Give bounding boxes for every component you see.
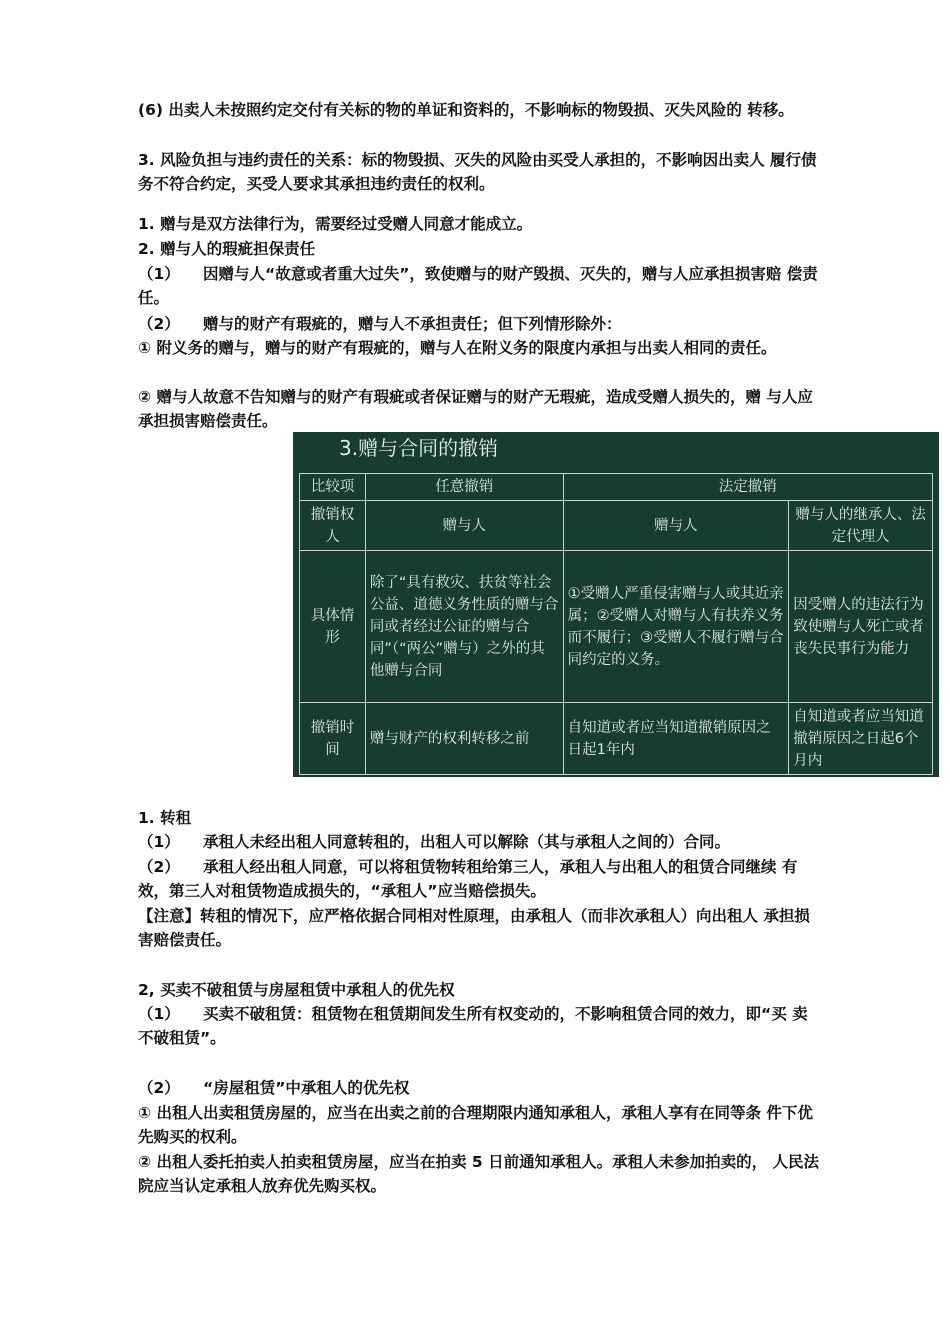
paragraph-sublease-1: （1） 承租人未经出租人同意转租的，出租人可以解除（其与承租人之间的）合同。 xyxy=(138,833,731,851)
paragraph-gift-exception-2: ② 赠与人故意不告知赠与的财产有瑕疵或者保证赠与的财产无瑕疵，造成受赠人损失的，赠 与人应承担损害赔偿责任。 xyxy=(138,388,813,430)
cell-any-revoker: 赠与人 xyxy=(365,501,563,551)
cell-legal-time: 自知道或者应当知道撤销原因之日起1年内 xyxy=(563,703,789,775)
cell-heir-circumstances: 因受赠人的违法行为致使赠与人死亡或者丧失民事行为能力 xyxy=(789,551,933,703)
cell-heir-revoker: 赠与人的继承人、法定代理人 xyxy=(789,501,933,551)
paragraph-gift-exception-1: ① 附义务的赠与，赠与的财产有瑕疵的，赠与人在附义务的限度内承担与出卖人相同的责任。 xyxy=(138,339,777,357)
paragraph-sublease-2: （2） 承租人经出租人同意，可以将租赁物转租给第三人，承租人与出租人的租赁合同继续 有效，第三人对租赁物造成损失的，“承租人”应当赔偿损失。 xyxy=(138,858,798,900)
cell-any-circumstances: 除了“具有救灾、扶贫等社会公益、道德义务性质的赠与合同或者经过公证的赠与合同”（“两公”赠与）之外的其他赠与合同 xyxy=(365,551,563,703)
paragraph-lease-priority-1: （1） 买卖不破租赁：租赁物在租赁期间发生所有权变动的，不影响租赁合同的效力，即“买 卖不破租赁”。 xyxy=(138,1005,808,1047)
header-legal-revocation: 法定撤销 xyxy=(563,474,932,501)
paragraph-risk-documents: (6) 出卖人未按照约定交付有关标的物的单证和资料的，不影响标的物毁损、灭失风险的 转移。 xyxy=(138,101,794,119)
paragraph-priority-item-2: ② 出租人委托拍卖人拍卖租赁房屋，应当在拍卖 5 日前通知承租人。承租人未参加拍卖的， 人民法院应当认定承租人放弃优先购买权。 xyxy=(138,1153,819,1195)
paragraph-sublease-heading: 1. 转租 xyxy=(138,809,192,827)
cell-any-time: 赠与财产的权利转移之前 xyxy=(365,703,563,775)
paragraph-gift-warranty-2: （2） 赠与的财产有瑕疵的，赠与人不承担责任；但下列情形除外： xyxy=(138,315,622,333)
paragraph-sublease-note: 【注意】转租的情况下，应严格依据合同相对性原理，由承租人（而非次承租人）向出租人 承担损害赔偿责任。 xyxy=(138,907,810,949)
header-any-revocation: 任意撤销 xyxy=(365,474,563,501)
table-title: 3.赠与合同的撤销 xyxy=(339,436,499,460)
paragraph-lease-priority-heading: 2, 买卖不破租赁与房屋租赁中承租人的优先权 xyxy=(138,981,455,999)
cell-legal-circumstances: ①受赠人严重侵害赠与人或其近亲属；②受赠人对赠与人有扶养义务而不履行；③受赠人不履行赠与合同约定的义务。 xyxy=(563,551,789,703)
paragraph-priority-item-1: ① 出租人出卖租赁房屋的，应当在出卖之前的合理期限内通知承租人，承租人享有在同等条 件下优先购买的权利。 xyxy=(138,1104,813,1146)
gift-revocation-table xyxy=(293,432,939,777)
row-label-revoker: 撤销权人 xyxy=(300,501,366,551)
header-compare: 比较项 xyxy=(300,474,366,501)
paragraph-gift-bilateral: 1. 赠与是双方法律行为，需要经过受赠人同意才能成立。 xyxy=(138,215,533,233)
cell-legal-revoker: 赠与人 xyxy=(563,501,789,551)
row-label-circumstances: 具体情形 xyxy=(300,551,366,703)
row-label-time: 撤销时间 xyxy=(300,703,366,775)
paragraph-gift-warranty-heading: 2. 赠与人的瑕疵担保责任 xyxy=(138,240,316,258)
paragraph-gift-warranty-1: （1） 因赠与人“故意或者重大过失”，致使赠与的财产毁损、灭失的，赠与人应承担损害赔 偿责任。 xyxy=(138,265,818,307)
paragraph-risk-liability: 3. 风险负担与违约责任的关系：标的物毁损、灭失的风险由买受人承担的，不影响因出卖人 履行债务不符合约定，买受人要求其承担违约责任的权利。 xyxy=(138,151,817,193)
cell-heir-time: 自知道或者应当知道撤销原因之日起6个月内 xyxy=(789,703,933,775)
paragraph-lease-priority-2: （2） “房屋租赁”中承租人的优先权 xyxy=(138,1079,410,1097)
